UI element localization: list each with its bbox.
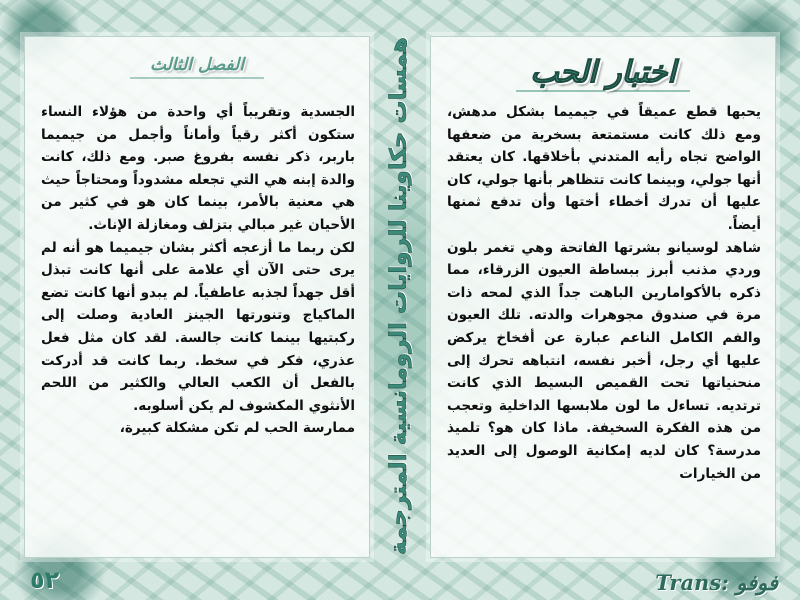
page-title: اختبار الحب bbox=[516, 55, 689, 92]
right-page bbox=[430, 36, 776, 558]
right-page-text bbox=[447, 101, 761, 549]
left-paragraph-2: لكن ربما ما أزعجه أكثر بشان جيميما هو أنه لم يرى حتى الآن أي علامة على أنها كانت تبذل أقل جهداً لجذبه عاطفياً. لم يبدو أنها كانت تضع الماكياج وتنورتها الجينز العادية وصلت إلى ركبتيها بينما كانت جالسة. لقد كان مثل فعل عذري، فكر في سخط. ربما كانت قد أدركت بالفعل أن الكعب العالي والكثير من اللحم الأنثوي المكشوف لم يكن أسلوبه. bbox=[41, 239, 355, 414]
left-paragraph-3: ممارسة الحب لم تكن مشكلة كبيرة، bbox=[119, 420, 355, 437]
left-page bbox=[24, 36, 370, 558]
book-spine bbox=[370, 36, 428, 556]
left-page-text bbox=[41, 101, 355, 549]
right-paragraph-2: شاهد لوسيانو بشرتها الفاتحة وهي تغمر بلون وردي مذنب أبرز ببساطة العيون الزرقاء، مما ذكره بالأكوامارين الباهت جداً الذي لمحه ذات مرة في صندوق مجوهرات والدته. تلك العيون والفم الكامل الناعم عبارة عن أفخاخ يركض عليها أي رجل، أخبر نفسه، انتباهه تحرك إلى منحنياتها تحت القميص البسيط الذي كانت ترتديه. تساءل ما لون ملابسها الداخلية وتعجب من هذه الفكرة السخيفة. ماذا كان هو؟ تلميذ مدرسة؟ كان لديه إمكانية الوصول إلى العديد من الخيارات bbox=[447, 239, 761, 482]
translator-credit: Trans: فوفو bbox=[655, 570, 778, 595]
page-title-heading bbox=[431, 55, 775, 92]
spine-title: همسات حكاوينا للروايات الرومانسية المترجمة bbox=[386, 37, 413, 555]
chapter-heading-container bbox=[25, 55, 369, 79]
right-paragraph-1: يحبها قطع عميقاً في جيميما بشكل مدهش، ومع ذلك كانت مستمتعة بسخرية من ضعفها الواضح تجاه رأيه المتدني بأخلاقها. كان يعتقد أنها جولي، وبينما كانت تتظاهر بأنها جولي، كان عليها أن تدرك أخطاء أختها وأن تدفع ثمنها أيضاً. bbox=[447, 104, 761, 233]
page-number: ٥٢ bbox=[30, 566, 60, 594]
left-paragraph-1: الجسدية وتقريباً أي واحدة من هؤلاء النساء ستكون أكثر رقياً وأماناً وأجمل من جيميما باربر، ذكر نفسه بفروغ صبر. ومع ذلك، كانت والدة إبنه هي التي تجعله مشدوداً ومحتاجاً حيث هي معنية بالأمر، بينما كان هو في كثير من الأحيان غير مبالي بتزلف ومغازلة الإناث. bbox=[41, 104, 355, 233]
chapter-heading: الفصل الثالث bbox=[130, 55, 264, 79]
